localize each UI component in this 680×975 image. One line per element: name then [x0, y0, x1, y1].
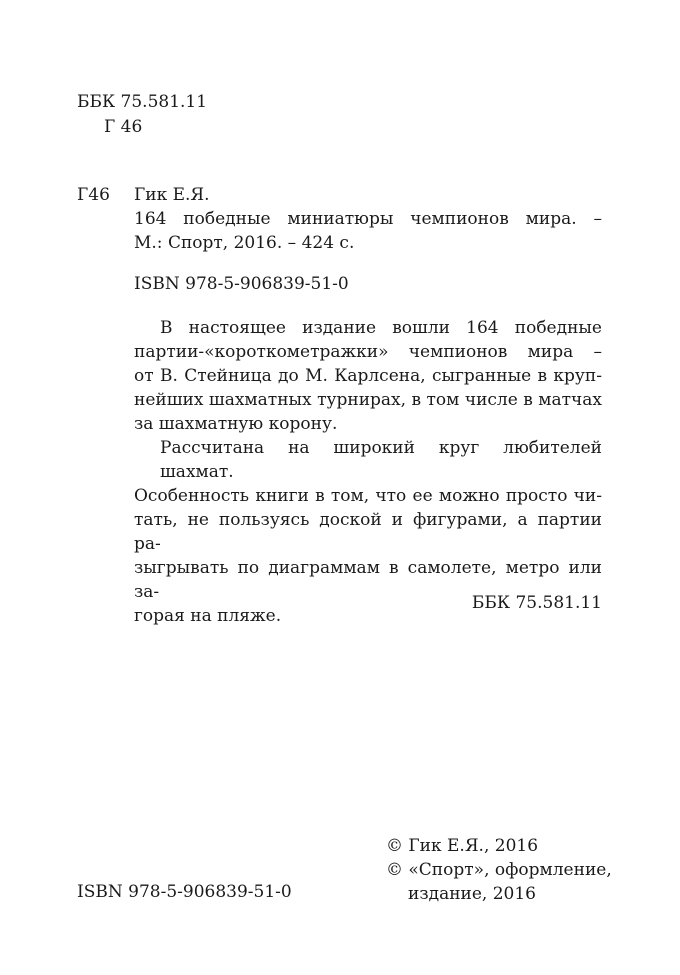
isbn: ISBN 978-5-906839-51-0: [134, 274, 349, 294]
entry-imprint: М.: Спорт, 2016. – 424 с.: [134, 233, 355, 253]
annotation-line: тать, не пользуясь доской и фигурами, а партии ра-: [134, 510, 602, 554]
author-code: Г46: [77, 185, 110, 205]
author-mark: Г 46: [104, 117, 143, 137]
copyright-publisher: © «Спорт», оформление,: [386, 860, 612, 880]
bbk-index-bottom: ББК 75.581.11: [471, 593, 602, 613]
annotation-line: В настоящее издание вошли 164 победные: [160, 318, 602, 338]
isbn-footer: ISBN 978-5-906839-51-0: [77, 882, 292, 902]
annotation-line: партии-«короткометражки» чемпионов мира –: [134, 342, 602, 362]
entry-author: Гик Е.Я.: [134, 185, 210, 205]
annotation-line: Рассчитана на широкий круг любителей шахмат.: [160, 438, 602, 482]
annotation: [134, 316, 602, 628]
copyright-block: [386, 834, 612, 906]
annotation-line: за шахматную корону.: [134, 414, 338, 434]
annotation-line: от В. Стейница до М. Карлсена, сыгранные в круп-: [134, 366, 602, 386]
entry-title: 164 победные миниатюры чемпионов мира. –: [134, 209, 602, 229]
annotation-line: горая на пляже.: [134, 606, 282, 626]
annotation-line: нейших шахматных турнирах, в том числе в матчах: [134, 390, 602, 410]
annotation-line: зыгрывать по диаграммам в самолете, метро или за-: [134, 558, 602, 602]
catalog-entry: [134, 183, 602, 255]
bbk-index: ББК 75.581.11: [77, 92, 208, 112]
copyright-author: © Гик Е.Я., 2016: [386, 836, 539, 856]
copyright-publisher-cont: издание, 2016: [408, 884, 536, 904]
annotation-line: Особенность книги в том, что ее можно просто чи-: [134, 486, 602, 506]
